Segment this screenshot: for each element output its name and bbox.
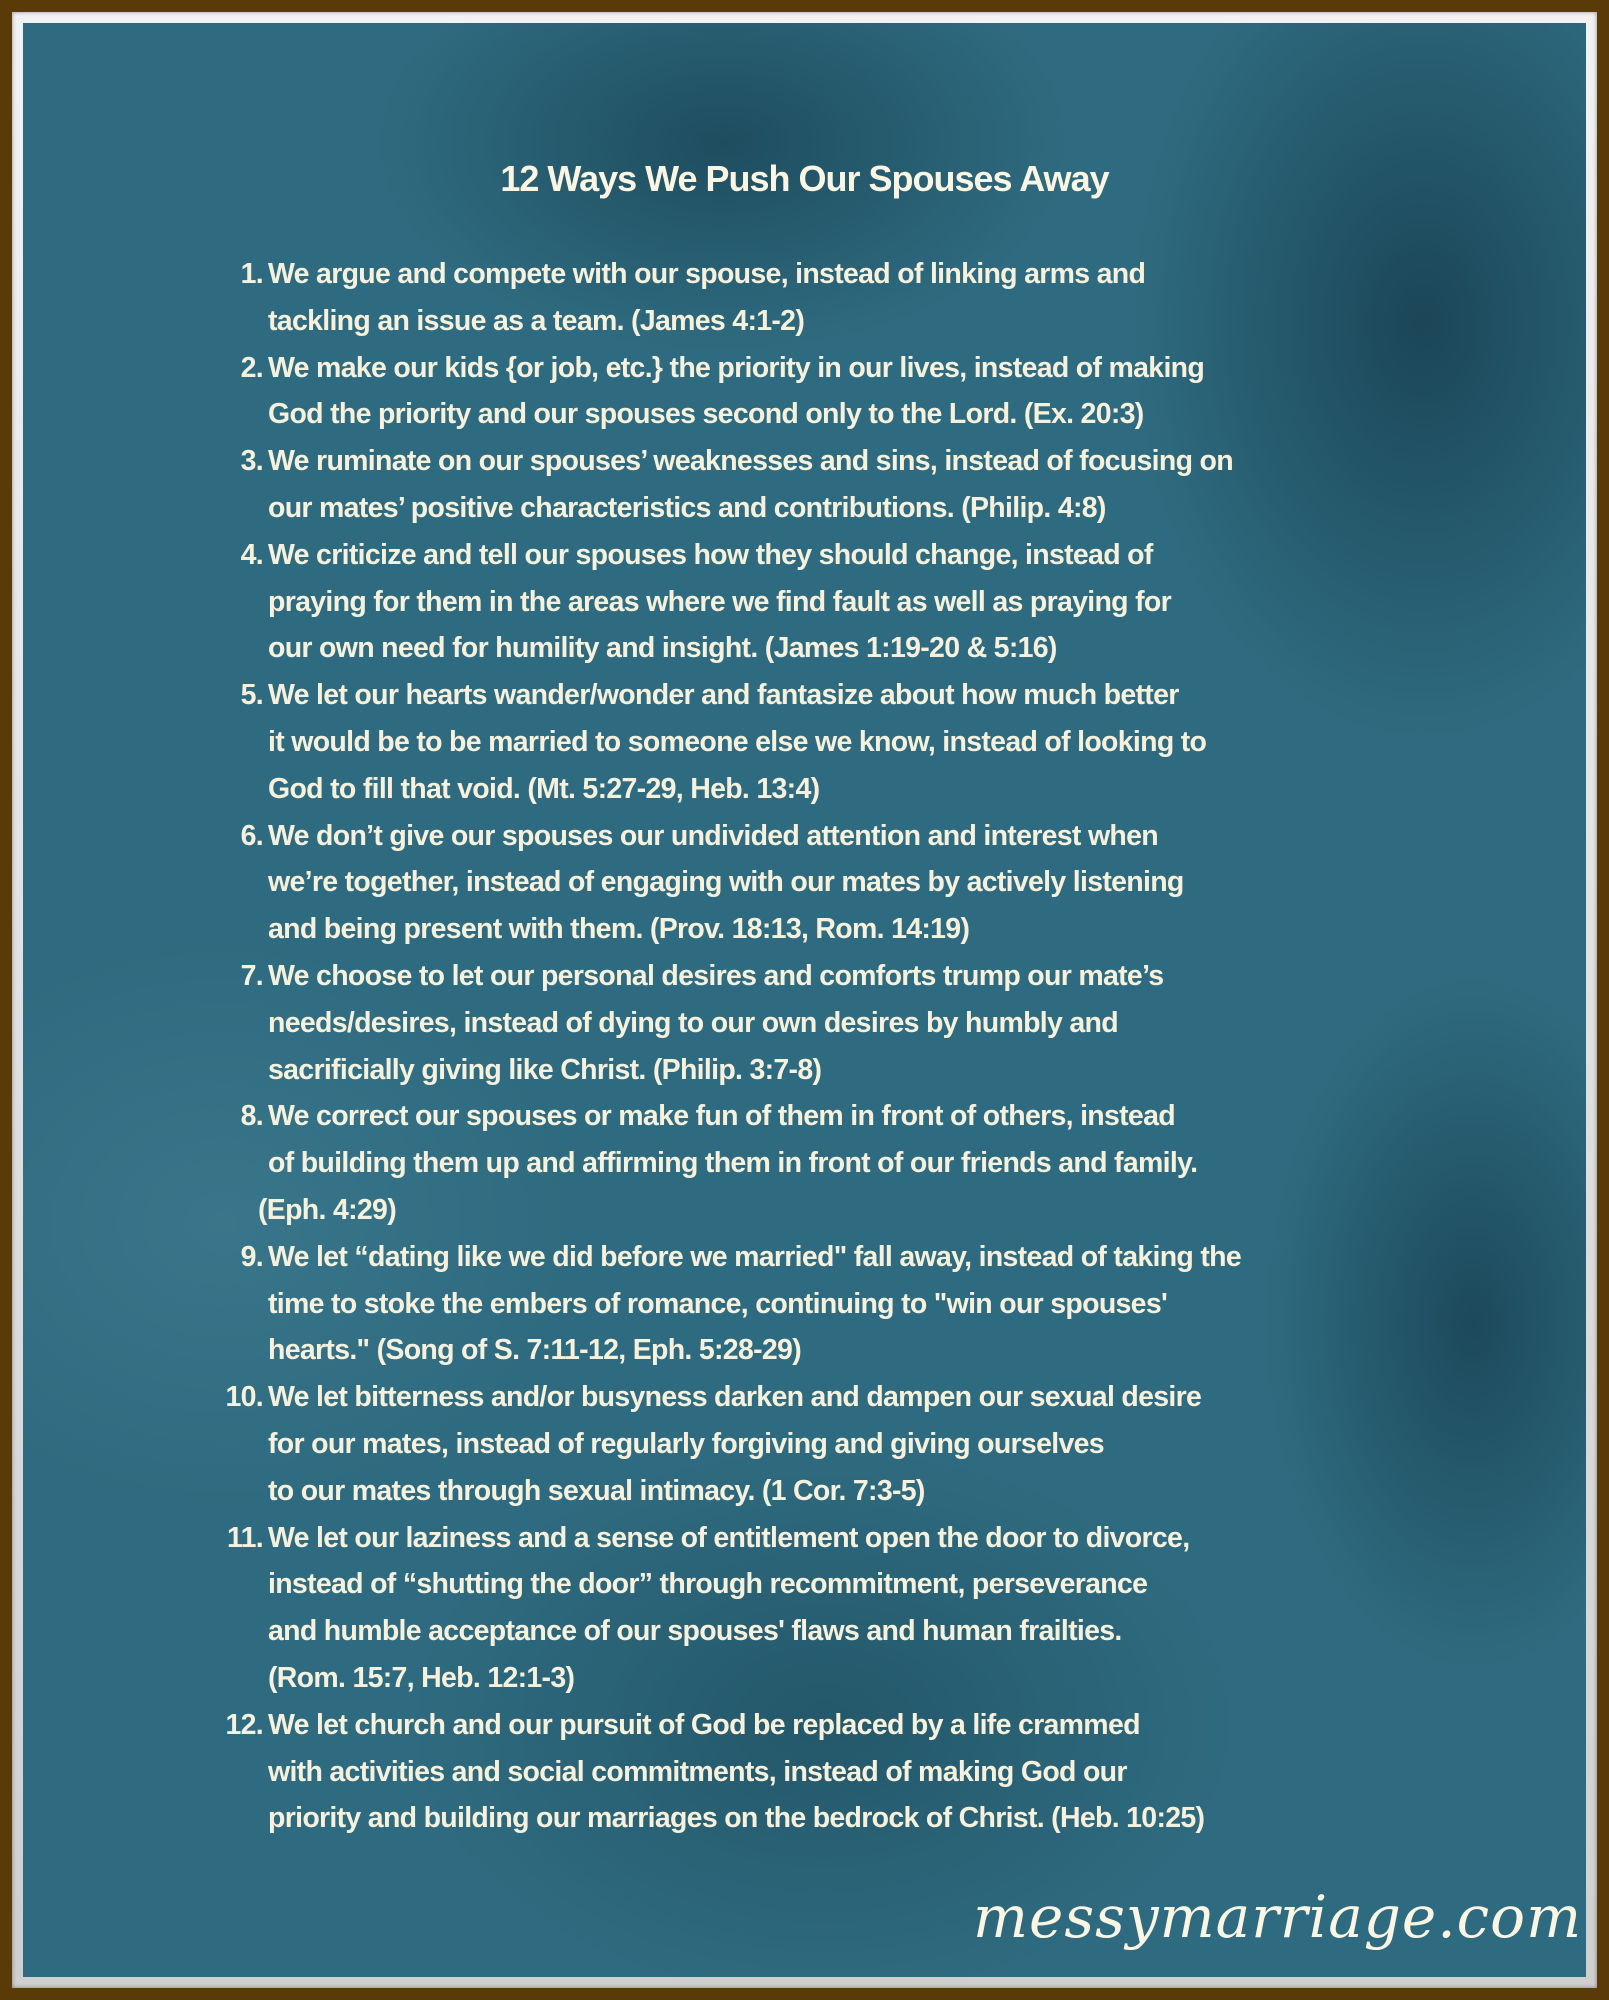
ways-list: [23, 251, 1241, 1842]
item-text-line: our mates’ positive characteristics and contributions. (Philip. 4:8): [268, 491, 1106, 524]
item-text-line: and being present with them. (Prov. 18:13, Rom. 14:19): [268, 913, 970, 946]
item-number: 7.: [240, 959, 263, 992]
item-text-line: it would be to be married to someone else we know, instead of looking to: [268, 725, 1207, 758]
list-item: [23, 1515, 1241, 1702]
item-text-line: tackling an issue as a team. (James 4:1-2): [268, 304, 805, 337]
site-logo: messymarriage.com: [973, 1883, 1583, 1951]
item-text-line: (Eph. 4:29): [258, 1193, 396, 1226]
item-text-line: (Rom. 15:7, Heb. 12:1-3): [268, 1661, 575, 1694]
item-text-line: We make our kids {or job, etc.} the priority in our lives, instead of making: [268, 351, 1205, 384]
item-text-line: We let our hearts wander/wonder and fantasize about how much better: [268, 679, 1179, 712]
item-text-line: for our mates, instead of regularly forgiving and giving ourselves: [268, 1427, 1104, 1460]
item-text-line: we’re together, instead of engaging with our mates by actively listening: [268, 866, 1184, 899]
list-item: [23, 345, 1241, 439]
page-title: 12 Ways We Push Our Spouses Away: [500, 158, 1109, 199]
item-number: 6.: [240, 819, 263, 852]
item-text-line: to our mates through sexual intimacy. (1 Cor. 7:3-5): [268, 1474, 925, 1507]
item-text-line: sacrificially giving like Christ. (Philip. 3:7-8): [268, 1053, 822, 1086]
item-text-line: with activities and social commitments, instead of making God our: [268, 1755, 1127, 1788]
item-text-line: We let church and our pursuit of God be replaced by a life crammed: [268, 1708, 1140, 1741]
item-text-line: We let our laziness and a sense of entitlement open the door to divorce,: [268, 1521, 1190, 1554]
item-text-line: We ruminate on our spouses’ weaknesses and sins, instead of focusing on: [268, 445, 1233, 478]
item-text-line: We let “dating like we did before we married" fall away, instead of taking the: [268, 1240, 1242, 1273]
item-text-line: our own need for humility and insight. (James 1:19-20 & 5:16): [268, 632, 1057, 665]
item-number: 5.: [240, 679, 263, 712]
item-text-line: We correct our spouses or make fun of them in front of others, instead: [268, 1100, 1175, 1133]
item-number: 10.: [225, 1381, 263, 1414]
item-text-line: hearts." (Song of S. 7:11-12, Eph. 5:28-29): [268, 1334, 801, 1367]
item-text-line: needs/desires, instead of dying to our own desires by humbly and: [268, 1006, 1118, 1039]
item-text-line: time to stoke the embers of romance, continuing to "win our spouses': [268, 1287, 1168, 1320]
item-text-line: We choose to let our personal desires and comforts trump our mate’s: [268, 959, 1164, 992]
item-text-line: We let bitterness and/or busyness darken and dampen our sexual desire: [268, 1381, 1202, 1414]
list-item: [23, 1702, 1241, 1842]
item-number: 12.: [225, 1708, 263, 1741]
item-number: 4.: [240, 538, 263, 571]
item-text-line: instead of “shutting the door” through recommitment, perseverance: [268, 1568, 1148, 1601]
item-text-line: God to fill that void. (Mt. 5:27-29, Heb. 13:4): [268, 772, 820, 805]
item-number: 1.: [240, 258, 263, 290]
item-number: 9.: [240, 1240, 263, 1273]
item-text-line: praying for them in the areas where we find fault as well as praying for: [268, 585, 1172, 618]
list-item: [23, 1234, 1241, 1374]
item-text-line: We don’t give our spouses our undivided attention and interest when: [268, 819, 1158, 852]
item-number: 11.: [227, 1521, 263, 1554]
list-item: [23, 672, 1241, 812]
item-text-line: God the priority and our spouses second only to the Lord. (Ex. 20:3): [268, 398, 1144, 431]
list-item: [23, 1374, 1241, 1514]
item-number: 2.: [240, 351, 263, 384]
item-text-line: and humble acceptance of our spouses' flaws and human frailties.: [268, 1615, 1122, 1648]
item-text-line: We criticize and tell our spouses how they should change, instead of: [268, 538, 1153, 571]
item-number: 8.: [240, 1100, 263, 1133]
content-panel: [23, 23, 1586, 1977]
list-item: [23, 532, 1241, 672]
item-text-line: We argue and compete with our spouse, instead of linking arms and: [268, 258, 1146, 290]
list-item: [23, 813, 1241, 953]
list-item: [23, 953, 1241, 1093]
item-text-line: of building them up and affirming them in front of our friends and family.: [268, 1147, 1198, 1180]
item-text-line: priority and building our marriages on the bedrock of Christ. (Heb. 10:25): [268, 1802, 1205, 1835]
list-item: [23, 438, 1241, 532]
list-item: [23, 251, 1241, 345]
item-number: 3.: [240, 445, 263, 478]
list-item: [23, 1093, 1241, 1233]
